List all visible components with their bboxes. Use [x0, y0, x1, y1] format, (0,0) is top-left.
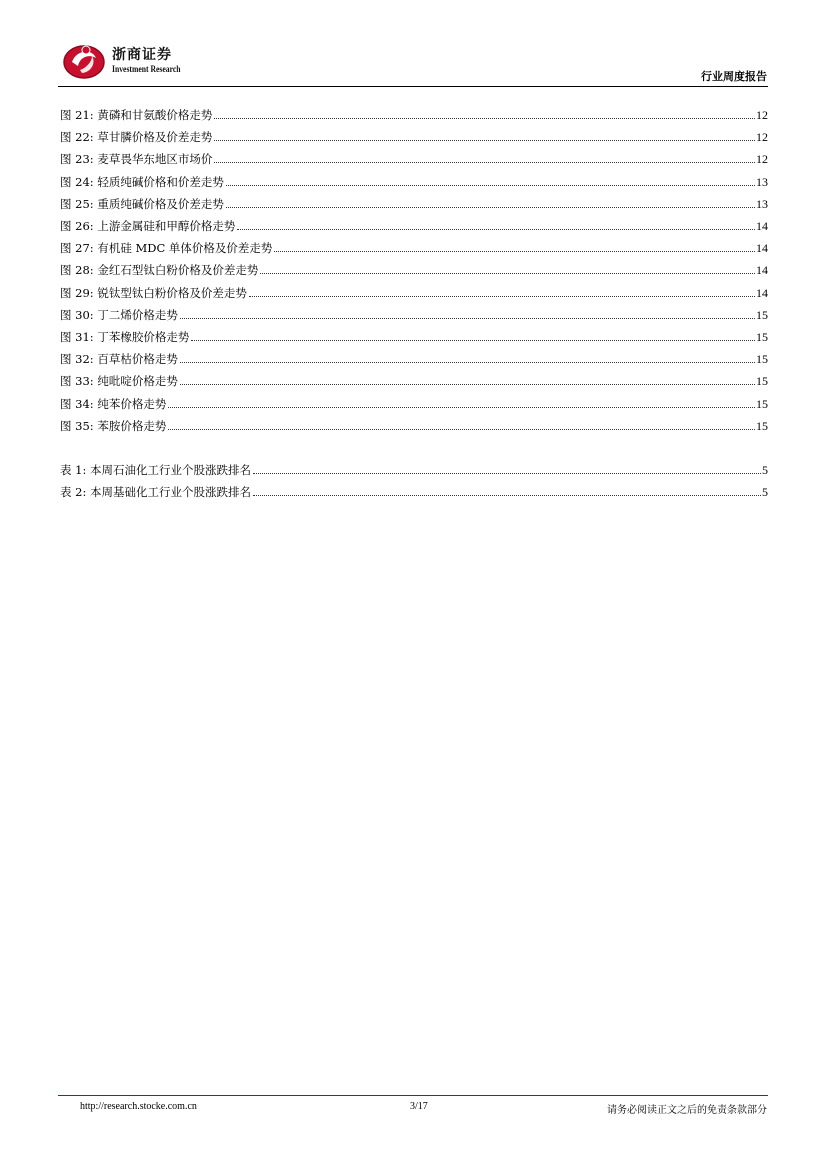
- dot-leader: [253, 473, 761, 474]
- dot-leader: [168, 407, 755, 408]
- page-header: [0, 0, 827, 90]
- entry-page-number: 5: [762, 463, 768, 477]
- dot-leader: [180, 318, 755, 319]
- dot-leader: [226, 207, 755, 208]
- dot-leader: [191, 340, 755, 341]
- brand-name-cn: 浙商证券: [112, 47, 172, 63]
- entry-page-number: 15: [756, 374, 768, 389]
- entry-page-number: 12: [756, 130, 768, 145]
- dot-leader: [237, 229, 755, 230]
- entry-page-number: 15: [756, 352, 768, 367]
- figure-entry[interactable]: [60, 191, 768, 211]
- brand-name-en: Investment Research: [112, 64, 181, 74]
- entry-page-number: 13: [756, 196, 768, 211]
- header-divider: [58, 86, 768, 87]
- entry-page-number: 14: [756, 285, 768, 300]
- entry-title: 图 29: 锐钛型钛白粉价格及价差走势: [60, 285, 247, 300]
- figure-entry[interactable]: [60, 102, 768, 122]
- entry-title: 图 32: 百草枯价格走势: [60, 352, 178, 367]
- entry-page-number: 15: [756, 396, 768, 411]
- entry-page-number: 14: [756, 219, 768, 233]
- figure-entry[interactable]: [60, 280, 768, 300]
- dot-leader: [253, 495, 761, 496]
- figure-entry[interactable]: [60, 235, 768, 255]
- entry-title: 图 24: 轻质纯碱价格和价差走势: [60, 174, 224, 189]
- entry-page-number: 15: [756, 307, 768, 322]
- dot-leader: [168, 429, 755, 430]
- entry-page-number: 5: [762, 485, 768, 500]
- entry-page-number: 14: [756, 263, 768, 278]
- entry-page-number: 12: [756, 108, 768, 122]
- entry-title: 表 1: 本周石油化工行业个股涨跌排名: [60, 463, 252, 477]
- entry-title: 图 30: 丁二烯价格走势: [60, 307, 178, 322]
- entry-title: 图 23: 麦草畏华东地区市场价: [60, 152, 213, 167]
- footer-divider: [58, 1095, 768, 1096]
- figure-entry[interactable]: [60, 391, 768, 411]
- dot-leader: [214, 140, 755, 141]
- zheshang-logo-icon: [62, 40, 107, 80]
- figure-entry[interactable]: [60, 302, 768, 322]
- entry-title: 图 25: 重质纯碱价格及价差走势: [60, 196, 224, 211]
- dot-leader: [214, 162, 755, 163]
- entry-page-number: 15: [756, 330, 768, 344]
- entry-title: 图 26: 上游金属硅和甲醇价格走势: [60, 219, 236, 233]
- entry-page-number: 14: [756, 241, 768, 256]
- figure-entry[interactable]: [60, 213, 768, 233]
- dot-leader: [180, 384, 755, 385]
- figure-entry[interactable]: [60, 346, 768, 366]
- dot-leader: [214, 118, 755, 119]
- table-entry[interactable]: [60, 479, 768, 499]
- figure-entry[interactable]: [60, 257, 768, 277]
- figure-entry[interactable]: [60, 124, 768, 144]
- figure-entry[interactable]: [60, 169, 768, 189]
- entry-title: 图 34: 纯苯价格走势: [60, 396, 167, 411]
- table-entry[interactable]: [60, 457, 768, 477]
- entry-page-number: 15: [756, 418, 768, 433]
- entry-title: 图 31: 丁苯橡胶价格走势: [60, 330, 190, 344]
- page-number: 3/17: [410, 1101, 428, 1112]
- entry-title: 图 21: 黄磷和甘氨酸价格走势: [60, 108, 213, 122]
- entry-title: 图 28: 金红石型钛白粉价格及价差走势: [60, 263, 259, 278]
- entry-title: 图 33: 纯吡啶价格走势: [60, 374, 178, 389]
- entry-page-number: 13: [756, 174, 768, 189]
- report-type-label: 行业周度报告: [701, 70, 767, 83]
- entry-title: 图 35: 苯胺价格走势: [60, 418, 167, 433]
- entry-page-number: 12: [756, 152, 768, 167]
- figure-entry[interactable]: [60, 146, 768, 166]
- dot-leader: [249, 296, 755, 297]
- dot-leader: [274, 251, 755, 252]
- dot-leader: [260, 273, 755, 274]
- figure-entry[interactable]: [60, 324, 768, 344]
- disclaimer-note: 请务必阅读正文之后的免责条款部分: [607, 1105, 767, 1116]
- entry-title: 图 27: 有机硅 MDC 单体价格及价差走势: [60, 241, 273, 256]
- entry-title: 图 22: 草甘膦价格及价差走势: [60, 130, 213, 145]
- footer-url-link[interactable]: http://research.stocke.com.cn: [80, 1101, 197, 1112]
- figure-entry[interactable]: [60, 413, 768, 433]
- figure-entry[interactable]: [60, 368, 768, 388]
- dot-leader: [226, 185, 755, 186]
- entry-title: 表 2: 本周基础化工行业个股涨跌排名: [60, 485, 252, 500]
- dot-leader: [180, 362, 755, 363]
